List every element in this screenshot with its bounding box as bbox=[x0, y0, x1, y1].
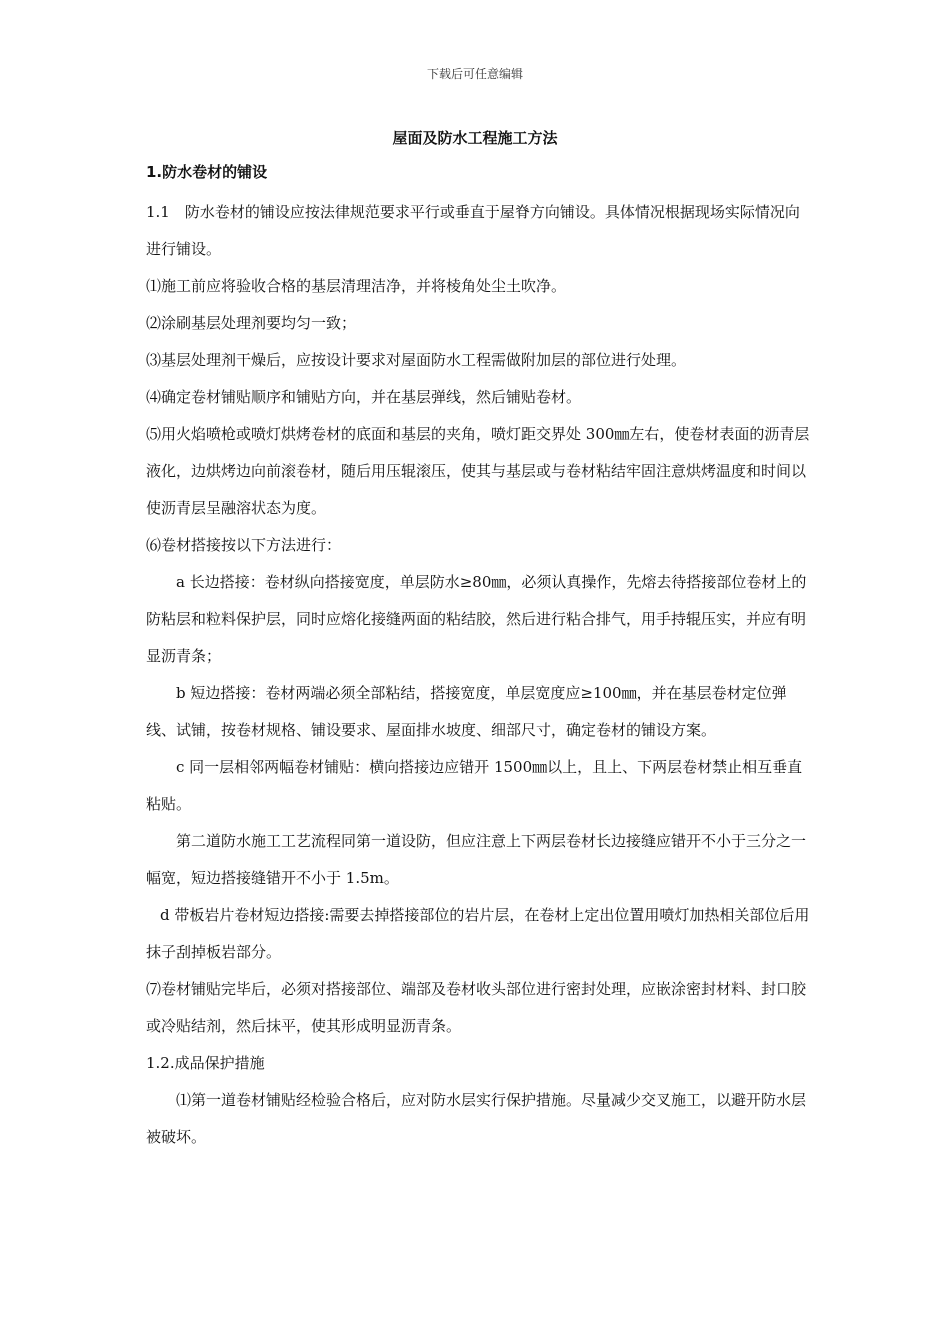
step-2: ⑵涂刷基层处理剂要均匀一致； bbox=[146, 314, 357, 332]
paragraph-1-2-1: ⑴第一道卷材铺贴经检验合格后，应对防水层实行保护措施。尽量减少交叉施工，以避开防水层被破坏。 bbox=[146, 1091, 807, 1146]
sub-item-a: a 长边搭接：卷材纵向搭接宽度，单层防水≥80㎜，必须认真操作，先熔去待搭接部位卷材上的防粘层和粒料保护层，同时应熔化接缝两面的粘结胶，然后进行粘合排气，用手持辊压实，并应有明显沥青条； bbox=[146, 573, 807, 665]
header-note: 下载后可任意编辑 bbox=[426, 67, 523, 81]
sub-item-c: c 同一层相邻两幅卷材铺贴：横向搭接边应错开 1500㎜以上，且上、下两层卷材禁止相互垂直粘贴。 bbox=[146, 758, 803, 813]
sub-item-d: d 带板岩片卷材短边搭接:需要去掉搭接部位的岩片层，在卷材上定出位置用喷灯加热相关部位后用抹子刮掉板岩部分。 bbox=[146, 906, 810, 961]
document-title: 屋面及防水工程施工方法 bbox=[392, 129, 558, 147]
step-6: ⑹卷材搭接按以下方法进行： bbox=[146, 536, 342, 554]
step-3: ⑶基层处理剂干燥后，应按设计要求对屋面防水工程需做附加层的部位进行处理。 bbox=[146, 351, 687, 369]
step-7: ⑺卷材铺贴完毕后，必须对搭接部位、端部及卷材收头部位进行密封处理，应嵌涂密封材料、封口胶或冷贴结剂，然后抹平，使其形成明显沥青条。 bbox=[146, 980, 807, 1035]
paragraph-1-1: 1.1 防水卷材的铺设应按法律规范要求平行或垂直于屋脊方向铺设。具体情况根据现场实际情况向进行铺设。 bbox=[146, 203, 800, 258]
step-5: ⑸用火焰喷枪或喷灯烘烤卷材的底面和基层的夹角，喷灯距交界处 300㎜左右，使卷材表面的沥青层液化，边烘烤边向前滚卷材，随后用压辊滚压，使其与基层或与卷材粘结牢固注意烘烤温度和时间以使沥青层呈融溶状态为度。 bbox=[146, 425, 810, 517]
step-4: ⑷确定卷材铺贴顺序和铺贴方向，并在基层弹线，然后铺贴卷材。 bbox=[146, 388, 582, 406]
second-layer-paragraph: 第二道防水施工工艺流程同第一道设防，但应注意上下两层卷材长边接缝应错开不小于三分之一幅宽，短边搭接缝错开不小于 1.5m。 bbox=[146, 832, 807, 887]
sub-item-b: b 短边搭接：卷材两端必须全部粘结，搭接宽度，单层宽度应≥100㎜，并在基层卷材定位弹线、试铺，按卷材规格、铺设要求、屋面排水坡度、细部尺寸，确定卷材的铺设方案。 bbox=[146, 684, 787, 739]
document-body bbox=[146, 160, 811, 1156]
subsection-heading-1-2: 1.2.成品保护措施 bbox=[146, 1054, 265, 1072]
step-1: ⑴施工前应将验收合格的基层清理洁净，并将棱角处尘土吹净。 bbox=[146, 277, 567, 295]
section-heading: 1.防水卷材的铺设 bbox=[146, 163, 268, 181]
